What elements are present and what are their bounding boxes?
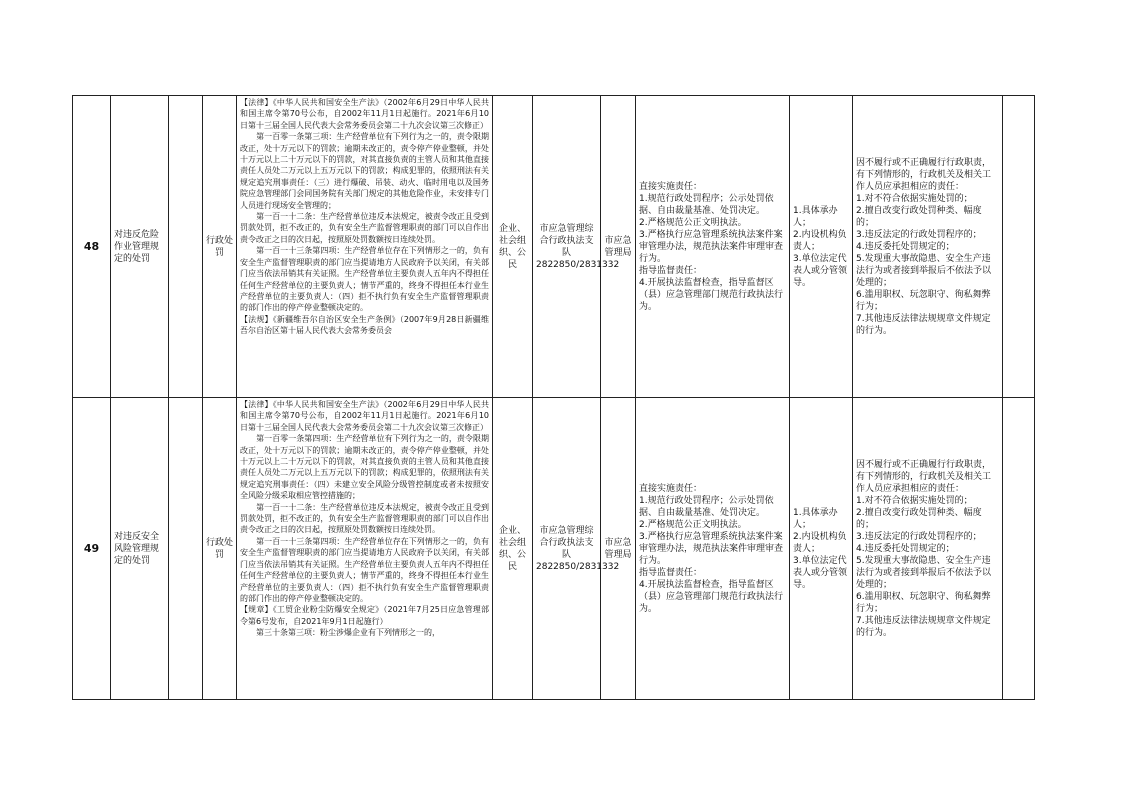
responsible-line: 2.内设机构负责人；: [793, 229, 847, 252]
item-type: 行政处罚: [203, 96, 237, 398]
admin-subject: 企业、社会组织、公民: [493, 398, 533, 700]
duty-list-table: [72, 95, 1035, 700]
accountability-line: 7.其他违反法律法规规章文件规定的行为。: [856, 313, 991, 336]
remark: [1003, 398, 1035, 700]
accountability: [853, 398, 1003, 700]
sub-item: [169, 398, 203, 700]
implementing-dept: 市应急管理综合行政执法支队 2822850/2831332: [533, 398, 601, 700]
duty-line: 3.严格执行应急管理系统执法案件案审管理办法，规范执法案件审理审查行为。: [639, 531, 784, 566]
basis-paragraph: 【法律】《中华人民共和国安全生产法》（2002年6月29日中华人民共和国主席令第70号公布，自2002年11月1日起施行。2021年6月10日第十三届全国人民代表大会常务委员会第二十九次会议第三次修正）: [240, 400, 489, 432]
duty-line: 1.规范行政处罚程序；公示处罚依据、自由裁量基准、处罚决定。: [639, 193, 774, 216]
sub-item: [169, 96, 203, 398]
duty-line: 2.严格规范公正文明执法。: [639, 217, 747, 228]
basis-paragraph: 第一百一十三条第四项：生产经营单位存在下列情形之一的，负有安全生产监督管理职责的部门应当提请地方人民政府予以关闭，有关部门应当依法吊销其有关证照。生产经营单位主要负责人五年内不得担任任何生产经营单位的主要负责人；情节严重的，终身不得担任本行业生产经营单位的主要负责人：（四）拒不执行负有安全生产监督管理职责的部门作出的停产停业整顿决定的。: [240, 246, 489, 313]
duty-line: 指导监督责任：: [639, 567, 703, 578]
responsible-line: 3.单位法定代表人或分管领导。: [793, 253, 848, 288]
responsible-line: 1.具体承办人；: [793, 507, 838, 530]
accountability-line: 3.违反法定的行政处罚程序的；: [856, 229, 982, 240]
accountability-line: 4.违反委托处罚规定的；: [856, 241, 955, 252]
accountability-line: 5.发现重大事故隐患、安全生产违法行为或者接到举报后不依法予以处理的；: [856, 253, 992, 288]
row-number: 49: [73, 398, 111, 700]
accountability-line: 7.其他违反法律法规规章文件规定的行为。: [856, 615, 991, 638]
duty-content: [636, 398, 790, 700]
duty-line: 4.开展执法监督检查，指导监督区（县）应急管理部门规范行政执法行为。: [639, 277, 784, 312]
responsible-line: 1.具体承办人；: [793, 205, 838, 228]
responsible-persons: [790, 96, 853, 398]
table-row: [73, 96, 1035, 398]
duty-line: 直接实施责任：: [639, 181, 703, 192]
duty-content: [636, 96, 790, 398]
responsible-org: 市应急管理局: [601, 398, 636, 700]
duty-line: 1.规范行政处罚程序；公示处罚依据、自由裁量基准、处罚决定。: [639, 495, 774, 518]
responsible-org: 市应急管理局: [601, 96, 636, 398]
accountability: [853, 96, 1003, 398]
duty-line: 2.严格规范公正文明执法。: [639, 519, 747, 530]
item-name: 对违反危险作业管理规定的处罚: [111, 96, 169, 398]
remark: [1003, 96, 1035, 398]
responsible-line: 3.单位法定代表人或分管领导。: [793, 555, 848, 590]
accountability-line: 4.违反委托处罚规定的；: [856, 543, 955, 554]
accountability-line: 因不履行或不正确履行行政职责，有下列情形的，行政机关及相关工作人员应承担相应的责任：: [856, 459, 992, 494]
legal-basis: [237, 398, 493, 700]
basis-paragraph: 第一百一十二条：生产经营单位违反本法规定，被责令改正且受到罚款处罚，拒不改正的，负有安全生产监督管理职责的部门可以自作出责令改正之日的次日起，按照原处罚数额按日连续处罚。: [240, 212, 489, 244]
basis-paragraph: 第一百一十三条第四项：生产经营单位存在下列情形之一的，负有安全生产监督管理职责的部门应当提请地方人民政府予以关闭，有关部门应当依法吊销其有关证照。生产经营单位主要负责人五年内不得担任任何生产经营单位的主要负责人；情节严重的，终身不得担任本行业生产经营单位的主要负责人：（四）拒不执行负有安全生产监督管理职责的部门作出的停产停业整顿决定的。: [240, 536, 489, 603]
duty-line: 4.开展执法监督检查，指导监督区（县）应急管理部门规范行政执法行为。: [639, 579, 784, 614]
accountability-line: 2.擅自改变行政处罚种类、幅度的；: [856, 507, 982, 530]
item-type: 行政处罚: [203, 398, 237, 700]
implementing-dept: 市应急管理综合行政执法支队 2822850/2831332: [533, 96, 601, 398]
accountability-line: 因不履行或不正确履行行政职责，有下列情形的，行政机关及相关工作人员应承担相应的责任：: [856, 157, 992, 192]
accountability-line: 6.滥用职权、玩忽职守、徇私舞弊行为；: [856, 289, 991, 312]
duty-line: 直接实施责任：: [639, 483, 703, 494]
item-name: 对违反安全风险管理规定的处罚: [111, 398, 169, 700]
basis-paragraph: 第一百零一条第四项：生产经营单位有下列行为之一的，责令限期改正，处十万元以下的罚款；逾期未改正的，责令停产停业整顿，并处十万元以上二十万元以下的罚款，对其直接负责的主管人员和其他直接责任人员处二万元以上五万元以下的罚款；构成犯罪的，依照刑法有关规定追究刑事责任：（四）未建立安全风险分级管控制度或者未按照安全风险分级采取相应管控措施的；: [240, 434, 489, 501]
duty-line: 3.严格执行应急管理系统执法案件案审管理办法，规范执法案件审理审查行为。: [639, 229, 784, 264]
legal-basis: [237, 96, 493, 398]
accountability-line: 1.对不符合依据实施处罚的；: [856, 193, 973, 204]
basis-paragraph: 第一百一十二条：生产经营单位违反本法规定，被责令改正且受到罚款处罚，拒不改正的，负有安全生产监督管理职责的部门可以自作出责令改正之日的次日起，按照原处罚数额按日连续处罚。: [240, 502, 489, 535]
basis-paragraph: 【法律】《中华人民共和国安全生产法》（2002年6月29日中华人民共和国主席令第70号公布，自2002年11月1日起施行。2021年6月10日第十三届全国人民代表大会常务委员会第二十九次会议第三次修正）: [240, 98, 489, 130]
basis-paragraph: 【规章】《工贸企业粉尘防爆安全规定》（2021年7月25日应急管理部令第6号发布，自2021年9月1日起施行）: [240, 605, 489, 626]
row-number: 48: [73, 96, 111, 398]
accountability-line: 6.滥用职权、玩忽职守、徇私舞弊行为；: [856, 591, 991, 614]
accountability-line: 5.发现重大事故隐患、安全生产违法行为或者接到举报后不依法予以处理的；: [856, 555, 992, 590]
responsible-line: 2.内设机构负责人；: [793, 531, 847, 554]
accountability-line: 1.对不符合依据实施处罚的；: [856, 495, 973, 506]
basis-paragraph: 【法规】《新疆维吾尔自治区安全生产条例》（2007年9月28日新疆维吾尔自治区第十届人民代表大会常务委员会: [240, 314, 489, 336]
basis-paragraph: 第三十条第三项：粉尘涉爆企业有下列情形之一的，: [240, 628, 440, 638]
table-row: [73, 398, 1035, 700]
accountability-line: 3.违反法定的行政处罚程序的；: [856, 531, 982, 542]
basis-paragraph: 第一百零一条第三项：生产经营单位有下列行为之一的，责令限期改正，处十万元以下的罚款；逾期未改正的，责令停产停业整顿，并处十万元以上二十万元以下的罚款，对其直接负责的主管人员和其他直接责任人员处二万元以上五万元以下的罚款；构成犯罪的，依照刑法有关规定追究刑事责任：（三）进行爆破、吊装、动火、临时用电以及国务院应急管理部门会同国务院有关部门规定的其他危险作业，未安排专门人员进行现场安全管理的；: [240, 132, 489, 210]
accountability-line: 2.擅自改变行政处罚种类、幅度的；: [856, 205, 982, 228]
responsible-persons: [790, 398, 853, 700]
duty-line: 指导监督责任：: [639, 265, 703, 276]
admin-subject: 企业、社会组织、公民: [493, 96, 533, 398]
